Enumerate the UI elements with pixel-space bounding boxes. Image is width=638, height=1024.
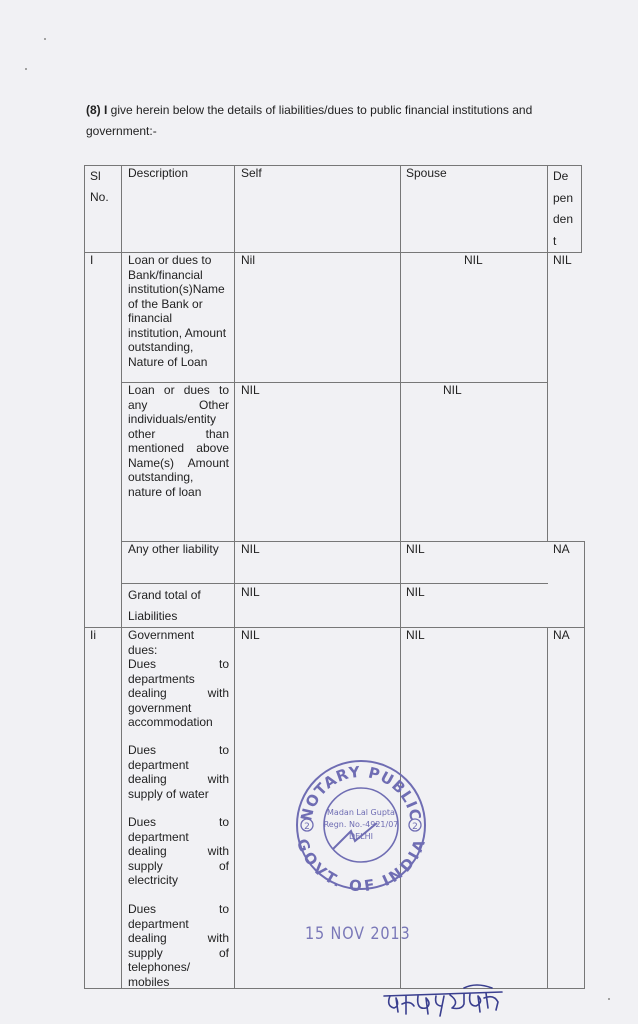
- row4-self: NIL: [241, 585, 260, 599]
- liabilities-intro: [86, 100, 566, 142]
- govt-dues-water: Dues to department dealing with supply of water: [128, 743, 229, 801]
- row-ii-self: NIL: [241, 628, 260, 642]
- row1-spouse: NIL: [464, 253, 483, 267]
- seal-top-text: NOTARY PUBLIC: [297, 762, 425, 823]
- row3-dependent: NA: [553, 542, 570, 556]
- govt-dues-telephones: Dues to department dealing with supply of telephones/ mobiles: [128, 902, 229, 989]
- header-description: Description: [128, 166, 189, 180]
- row3-spouse: NIL: [406, 542, 425, 556]
- row-sl-ii: Ii: [90, 628, 96, 642]
- seal-place: DELHI: [348, 832, 374, 841]
- row1-description: Loan or dues to Bank/financial institution(s)Name of the Bank or financial institution, Amount outstanding, Nature of Loan: [128, 253, 227, 369]
- row4-description: Grand total of Liabilities: [128, 588, 201, 623]
- govt-dues-electricity: Dues to department dealing with supply of electricity: [128, 815, 229, 887]
- svg-text:GOVT. OF INDIA: [293, 836, 429, 893]
- row3-description: Any other liability: [128, 542, 219, 556]
- row-ii-dependent: NA: [553, 628, 570, 642]
- notary-date-stamp: 15 NOV 2013: [305, 924, 411, 944]
- row2-description: Loan or dues to any Other individuals/entity other than mentioned above Name(s) Amount outstanding, nature of loan: [128, 383, 229, 499]
- row4-spouse: NIL: [406, 585, 425, 599]
- govt-dues-accommodation: Dues to departments dealing with government accommodation: [128, 657, 229, 729]
- scan-speck: [608, 998, 610, 1000]
- seal-regn: Regn. No.-4921/07: [323, 820, 399, 829]
- svg-text:2: 2: [412, 822, 418, 832]
- row3-self: NIL: [241, 542, 260, 556]
- row-sl-i: I: [90, 253, 94, 267]
- row1-dependent: NIL: [553, 253, 572, 267]
- header-sl-no: Sl No.: [90, 169, 109, 204]
- scan-speck: [44, 38, 46, 40]
- row2-spouse: NIL: [443, 383, 462, 397]
- header-dependent: De pen den t: [553, 169, 574, 248]
- row2-self: NIL: [241, 383, 260, 397]
- row-ii-spouse: NIL: [406, 628, 425, 642]
- govt-dues-heading: Government dues:: [128, 628, 195, 657]
- notary-seal: [293, 757, 429, 893]
- seal-name: Madan Lal Gupta: [327, 808, 395, 817]
- seal-bottom-text: GOVT. OF INDIA: [293, 836, 429, 893]
- section-number: (8) I: [86, 103, 108, 117]
- svg-text:2: 2: [304, 822, 310, 832]
- scan-speck: [25, 68, 27, 70]
- intro-text: give herein below the details of liabilities/dues to public financial institutions and government:-: [86, 103, 533, 138]
- handwritten-signature: [380, 984, 510, 1020]
- header-self: Self: [241, 166, 262, 180]
- header-spouse: Spouse: [406, 166, 447, 180]
- row1-self: Nil: [241, 253, 255, 267]
